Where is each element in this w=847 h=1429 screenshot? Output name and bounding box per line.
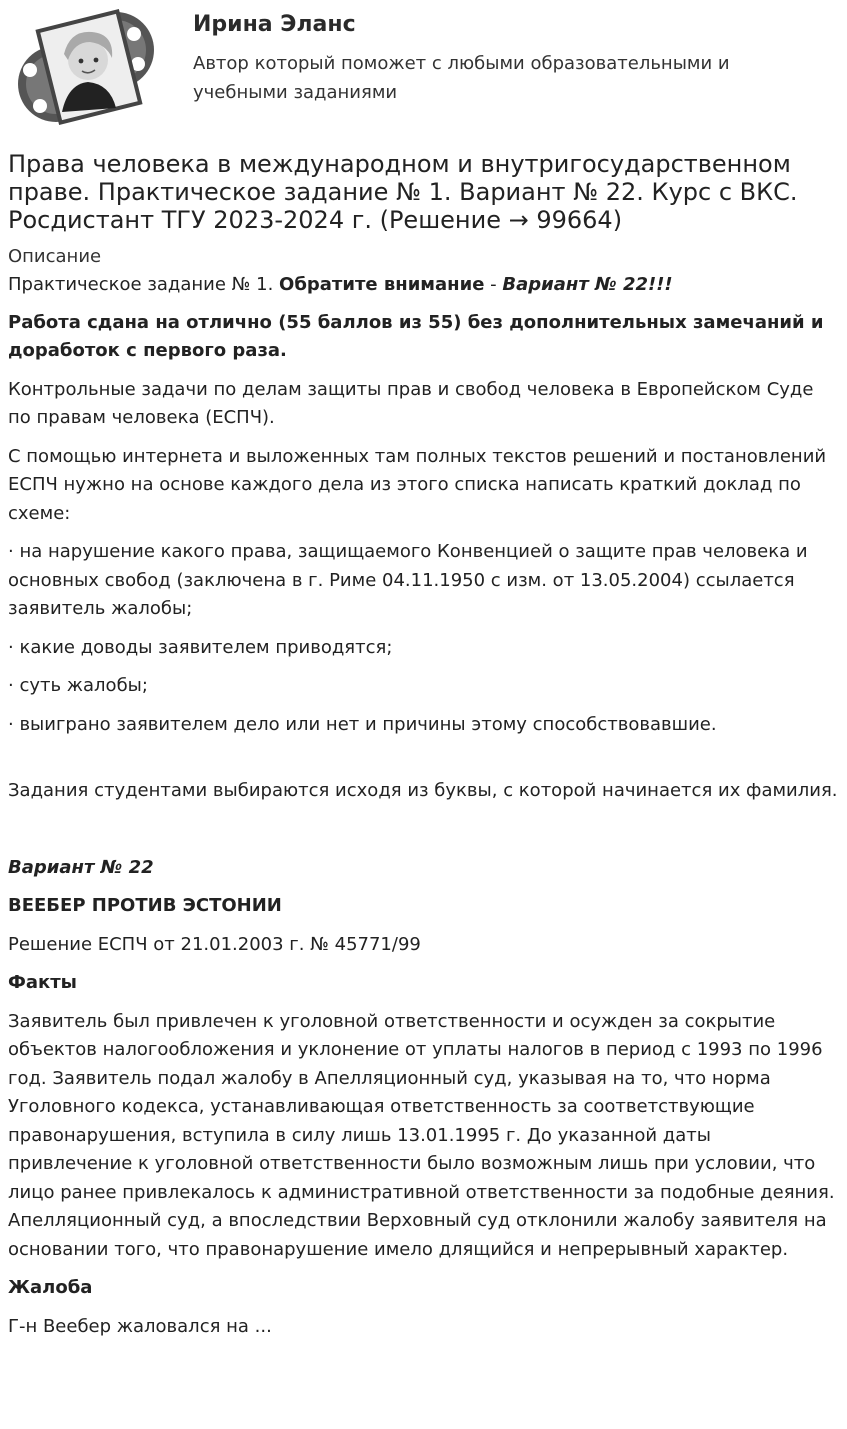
- grade-note: [8, 309, 839, 366]
- complaint-label: [8, 1274, 839, 1303]
- intro-prefix: Практическое задание № 1.: [8, 274, 280, 295]
- bullet-1: · на нарушение какого права, защищаемого Конвенцией о защите прав человека и основных свобод (заключена в г. Риме 04.11.1950 с изм. от 13.05.2004) ссылается заявитель жалобы;: [8, 541, 808, 619]
- case-title: [8, 892, 839, 921]
- intro-attention: Обратите внимание: [279, 274, 485, 295]
- bullet-4: · выиграно заявителем дело или нет и причины этому способствовавшие.: [8, 713, 717, 735]
- author-name[interactable]: Ирина Эланс: [193, 12, 356, 37]
- grade-note-text: Работа сдана на отлично (55 баллов из 55) без дополнительных замечаний и доработок с первого раза.: [8, 311, 824, 361]
- bullet-2: · какие доводы заявителем приводятся;: [8, 636, 393, 658]
- spacer: [8, 749, 839, 777]
- spacer: [8, 816, 839, 854]
- page-title: Права человека в международном и внутригосударственном праве. Практическое задание № 1. Вариант № 22. Курс с ВКС. Росдистант ТГУ 2023-2024 г. (Решение → 99664): [8, 150, 798, 234]
- paragraph-3: Задания студентами выбираются исходя из буквы, с которой начинается их фамилия.: [8, 780, 838, 801]
- paragraph-1: Контрольные задачи по делам защиты прав и свобод человека в Европейском Суде по правам человека (ЕСПЧ).: [8, 378, 814, 428]
- decision-reference: Решение ЕСПЧ от 21.01.2003 г. № 45771/99: [8, 933, 421, 955]
- complaint-label-text: Жалоба: [8, 1277, 93, 1298]
- case-title-text: ВЕЕБЕР ПРОТИВ ЭСТОНИИ: [8, 895, 282, 916]
- paragraph-2: С помощью интернета и выложенных там полных текстов решений и постановлений ЕСПЧ нужно на основе каждого дела из этого списка написать краткий доклад по схеме:: [8, 445, 827, 524]
- facts-label-text: Факты: [8, 972, 77, 993]
- intro-variant: Вариант № 22!!!: [502, 274, 673, 295]
- intro-dash: -: [484, 274, 503, 295]
- facts-text: Заявитель был привлечен к уголовной ответственности и осужден за сокрытие объектов налогообложения и уклонение от уплаты налогов в период с 1993 по 1996 год. Заявитель подал жалобу в Апелляционный суд, указывая на то, что норма Уголовного кодекса, устанавливающая ответственность за соответствующие правонарушения, вступила в силу лишь 13.01.1995 г. До указанной даты привлечение к уголовной ответственности было возможным лишь при условии, что лицо ранее привлекалось к административной ответственности за подобные деяния. Апелляционный суд, а впоследствии Верховный суд отклонили жалобу заявителя на основании того, что правонарушение имело длящийся и непрерывный характер.: [8, 1010, 835, 1260]
- description-content: [8, 271, 839, 1341]
- author-header: [8, 0, 839, 140]
- complaint-text: Г-н Веебер жаловался на ...: [8, 1315, 272, 1337]
- facts-label: [8, 969, 839, 998]
- intro-paragraph: [8, 271, 839, 300]
- bullet-3: · суть жалобы;: [8, 675, 148, 696]
- author-avatar[interactable]: [16, 8, 158, 128]
- author-description: Автор который поможет с любыми образовательными и учебными заданиями: [193, 53, 730, 103]
- variant-heading: Вариант № 22: [8, 856, 154, 878]
- description-label: Описание: [8, 246, 102, 267]
